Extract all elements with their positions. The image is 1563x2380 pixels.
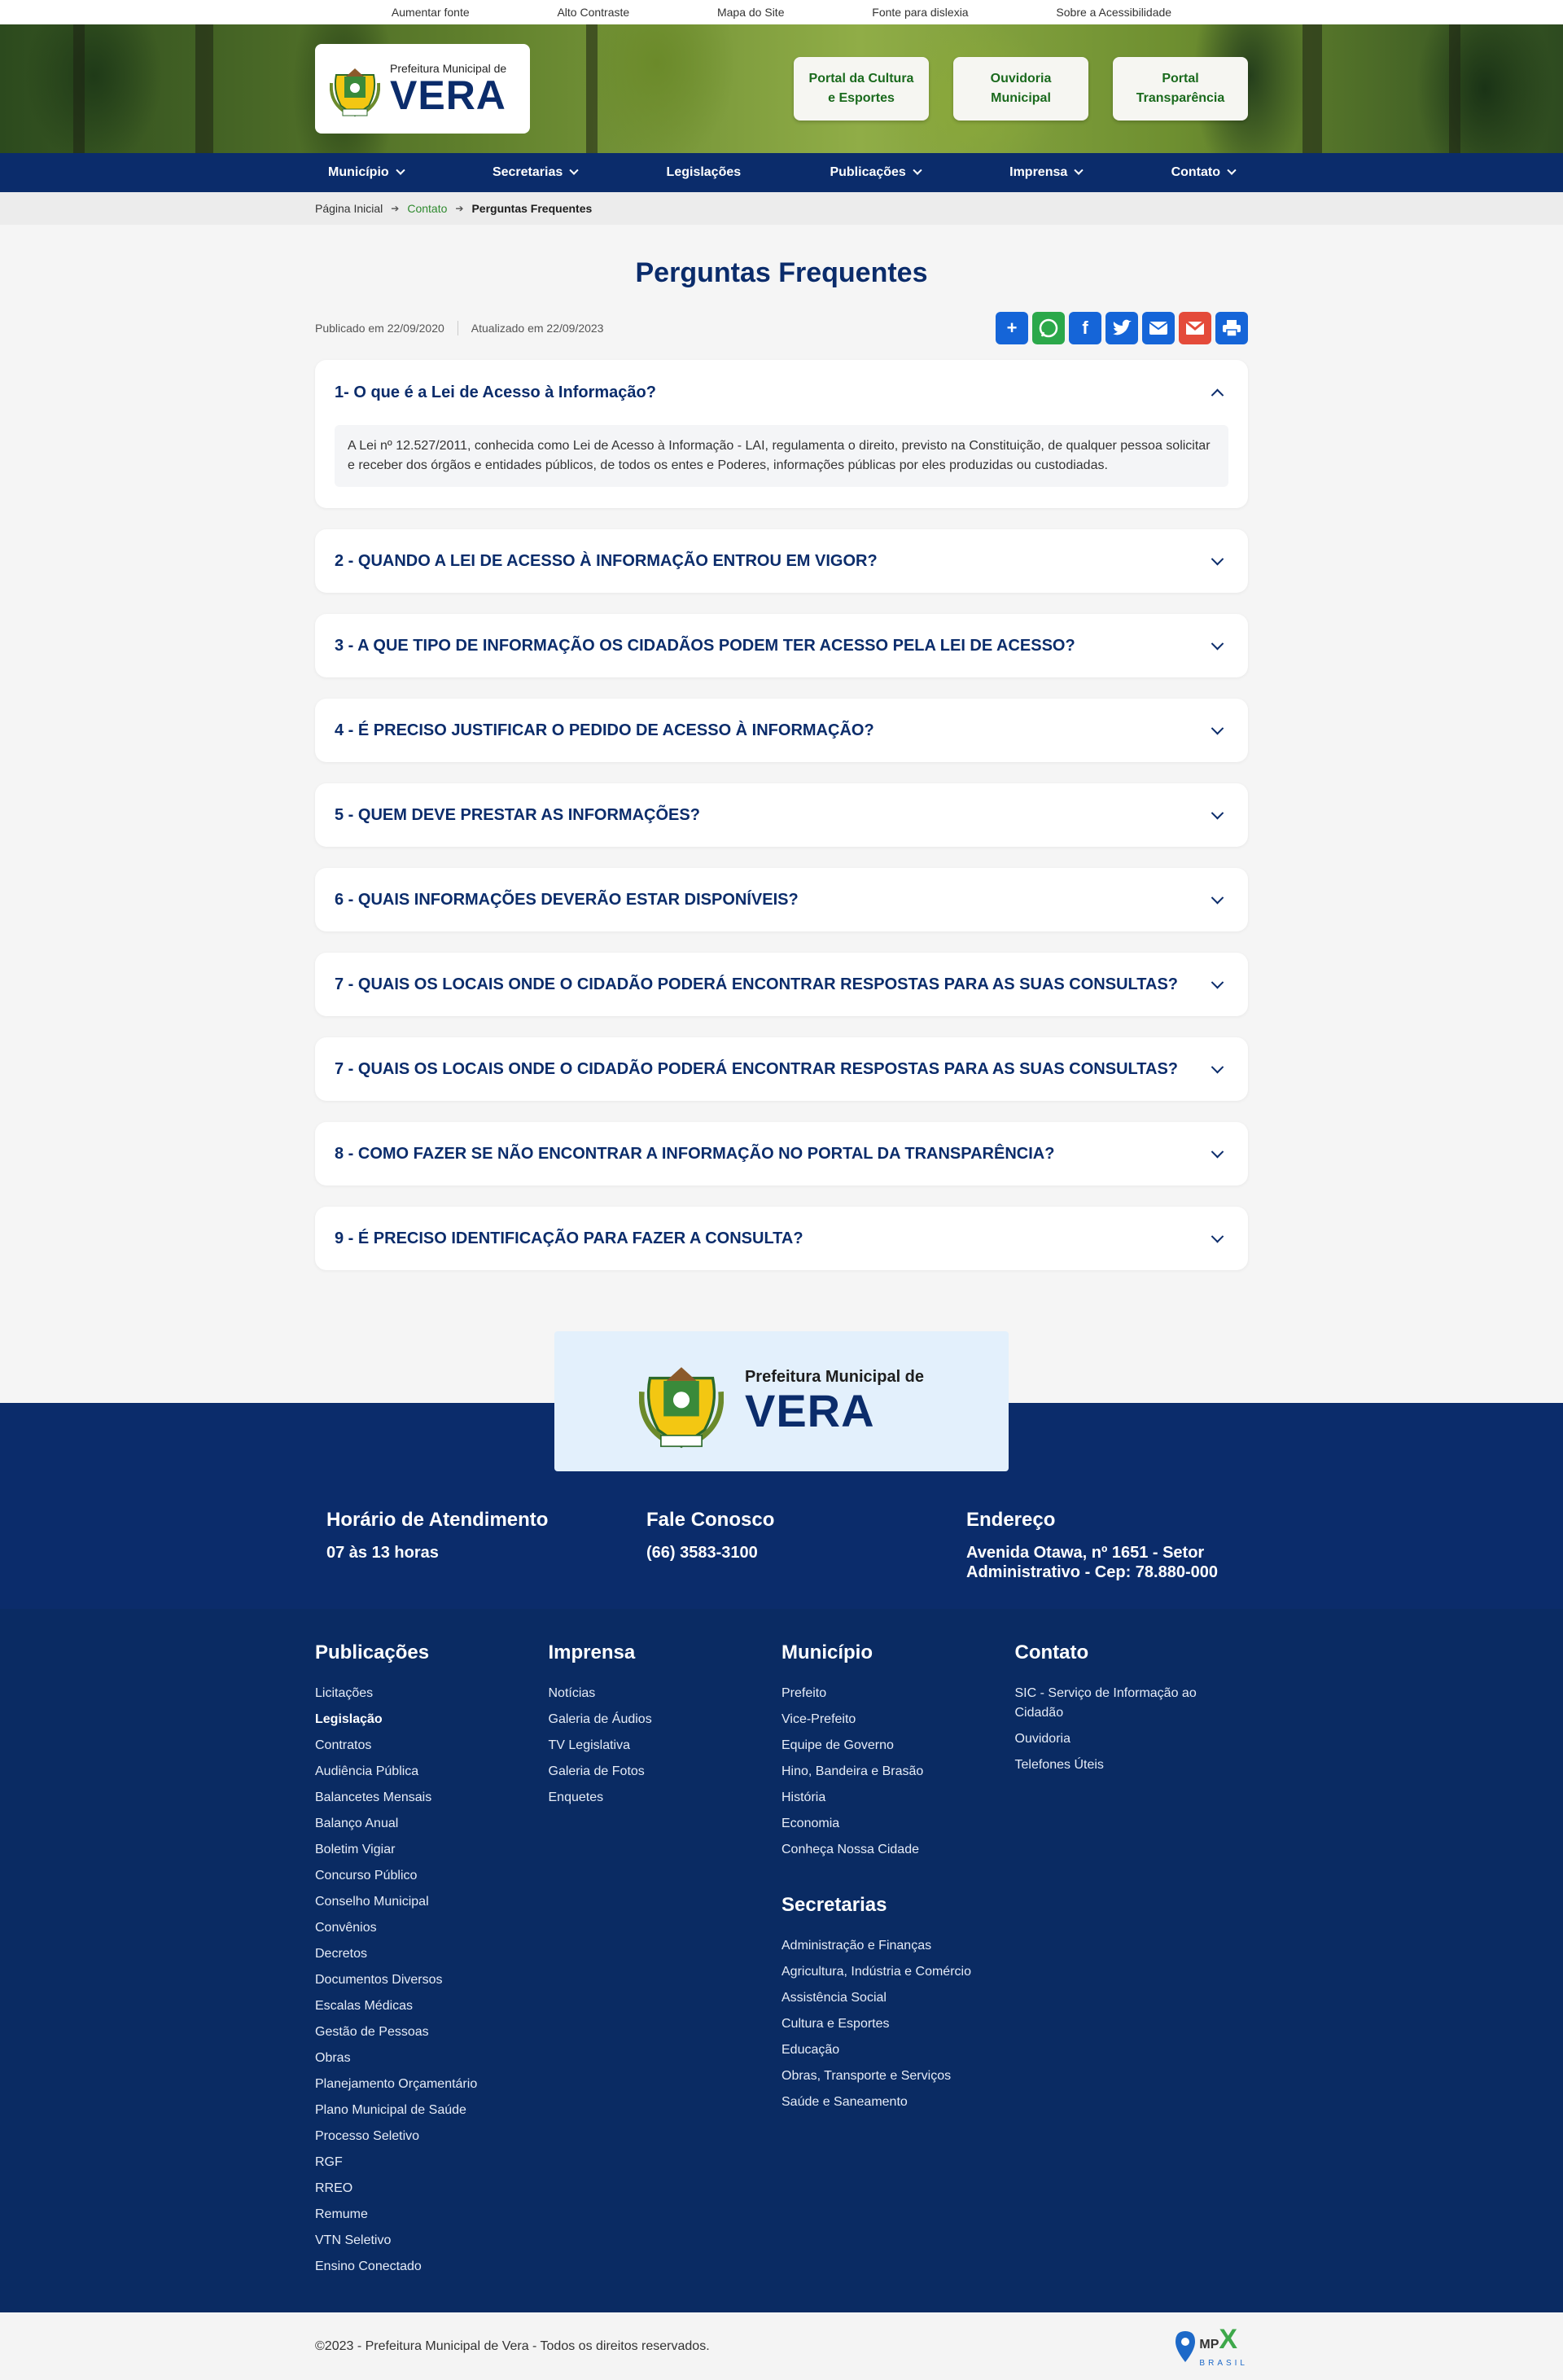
- footer-link[interactable]: Economia: [782, 1817, 840, 1830]
- chevron-down-icon: [1211, 552, 1224, 565]
- footer-col-municipio: [782, 1641, 1015, 2283]
- footer-logo-subtitle: Prefeitura Municipal de: [744, 1367, 925, 1386]
- print-icon[interactable]: [1215, 312, 1248, 344]
- chevron-down-icon: [913, 166, 922, 175]
- faq-item: [315, 1207, 1248, 1270]
- chevron-down-icon: [1211, 891, 1224, 904]
- footer-link[interactable]: VTN Seletivo: [315, 2233, 392, 2247]
- portal-cultura-button[interactable]: Portal da Cultura e Esportes: [794, 57, 929, 121]
- faq-list: [315, 360, 1248, 1270]
- hours-title: Horário de Atendimento: [326, 1509, 549, 1531]
- breadcrumb-contato[interactable]: Contato: [407, 202, 448, 215]
- footer-link[interactable]: Hino, Bandeira e Brasão: [782, 1764, 924, 1778]
- chevron-down-icon: [1211, 806, 1224, 819]
- faq-question-toggle[interactable]: [315, 868, 1248, 931]
- footer-link[interactable]: RGF: [315, 2155, 343, 2169]
- faq-item: [315, 868, 1248, 931]
- published-date: Publicado em 22/09/2020: [315, 322, 444, 335]
- footer-link[interactable]: Obras, Transporte e Serviços: [782, 2069, 952, 2083]
- logo-subtitle: Prefeitura Municipal de: [390, 62, 507, 75]
- nav-item-municipio[interactable]: Município: [328, 165, 404, 180]
- header-logo[interactable]: [315, 44, 530, 134]
- faq-question: 2 - QUANDO A LEI DE ACESSO À INFORMAÇÃO ENTROU EM VIGOR?: [335, 551, 878, 570]
- chevron-down-icon: [1211, 975, 1224, 988]
- nav-item-publicacoes[interactable]: Publicações: [830, 165, 920, 180]
- coat-of-arms-icon: [330, 59, 380, 119]
- footer-link[interactable]: Documentos Diversos: [315, 1973, 443, 1987]
- faq-answer: A Lei nº 12.527/2011, conhecida como Lei de Acesso à Informação - LAI, regulamenta o direito, previsto na Constituição, de qualquer pessoa solicitar e receber dos órgãos e entidades públicos, de todos os entes e Poderes, informações públicas por eles produzidas ou custodiadas.: [335, 425, 1228, 487]
- whatsapp-icon[interactable]: [1032, 312, 1065, 344]
- footer-link[interactable]: Boletim Vigiar: [315, 1843, 396, 1856]
- footer-link[interactable]: Notícias: [548, 1686, 596, 1700]
- faq-item: [315, 699, 1248, 762]
- header-banner: [0, 24, 1563, 153]
- footer-link[interactable]: Balancetes Mensais: [315, 1790, 432, 1804]
- chevron-down-icon: [1075, 166, 1084, 175]
- about-accessibility-link[interactable]: Sobre a Acessibilidade: [1056, 6, 1172, 19]
- hours-value: 07 às 13 horas: [326, 1544, 439, 1562]
- footer-link[interactable]: Cultura e Esportes: [782, 2017, 890, 2031]
- share-buttons: [996, 312, 1248, 344]
- faq-question: 7 - QUAIS OS LOCAIS ONDE O CIDADÃO PODERÁ ENCONTRAR RESPOSTAS PARA AS SUAS CONSULTAS?: [335, 1059, 1178, 1078]
- footer-link[interactable]: Enquetes: [548, 1790, 604, 1804]
- chevron-down-icon: [1211, 1060, 1224, 1073]
- page-title: Perguntas Frequentes: [635, 257, 928, 288]
- main-content: [315, 257, 1248, 1270]
- footer-link[interactable]: Escalas Médicas: [315, 1999, 414, 2013]
- footer-link[interactable]: Conselho Municipal: [315, 1895, 429, 1909]
- footer-link[interactable]: Prefeito: [782, 1686, 827, 1700]
- footer-link[interactable]: RREO: [315, 2181, 353, 2195]
- breadcrumb-home[interactable]: Página Inicial: [315, 202, 383, 215]
- chevron-down-icon: [1211, 1229, 1224, 1243]
- footer-link[interactable]: Gestão de Pessoas: [315, 2025, 429, 2039]
- nav-item-secretarias[interactable]: Secretarias: [493, 165, 577, 180]
- main-navigation: [0, 153, 1563, 192]
- footer-link[interactable]: Licitações: [315, 1686, 374, 1700]
- address-value: Avenida Otawa, nº 1651 - Setor Administrativo - Cep: 78.880-000: [966, 1544, 1218, 1581]
- phone-value: (66) 3583-3100: [646, 1544, 758, 1562]
- share-plus-icon[interactable]: +: [996, 312, 1028, 344]
- copyright-text: ©2023 - Prefeitura Municipal de Vera - Todos os direitos reservados.: [315, 2338, 710, 2353]
- nav-item-legislacoes[interactable]: Legislações: [666, 165, 742, 179]
- footer-link[interactable]: SIC - Serviço de Informação ao Cidadão: [1014, 1686, 1197, 1720]
- footer-link[interactable]: Audiência Pública: [315, 1764, 419, 1778]
- address-title: Endereço: [966, 1509, 1056, 1531]
- footer-logo-title: VERA: [744, 1384, 875, 1436]
- footer-link[interactable]: Educação: [782, 2043, 840, 2057]
- footer-link[interactable]: Conheça Nossa Cidade: [782, 1843, 919, 1856]
- faq-item: [315, 1037, 1248, 1101]
- footer-link[interactable]: Convênios: [315, 1921, 377, 1935]
- footer-link[interactable]: Plano Municipal de Saúde: [315, 2103, 466, 2117]
- faq-item: [315, 953, 1248, 1016]
- logo-title: VERA: [390, 72, 506, 118]
- faq-question: 9 - É PRECISO IDENTIFICAÇÃO PARA FAZER A CONSULTA?: [335, 1229, 803, 1247]
- site-map-link[interactable]: Mapa do Site: [716, 6, 785, 19]
- faq-question-toggle[interactable]: [315, 953, 1248, 1016]
- increase-font-link[interactable]: Aumentar fonte: [391, 6, 470, 19]
- breadcrumb: [0, 192, 1563, 225]
- footer-link[interactable]: Planejamento Orçamentário: [315, 2077, 478, 2091]
- high-contrast-link[interactable]: Alto Contraste: [557, 6, 630, 19]
- footer-link[interactable]: Administração e Finanças: [782, 1939, 932, 1953]
- faq-question: 5 - QUEM DEVE PRESTAR AS INFORMAÇÕES?: [335, 805, 700, 824]
- footer-link[interactable]: História: [782, 1790, 826, 1804]
- chevron-down-icon: [1211, 721, 1224, 734]
- email-icon[interactable]: [1142, 312, 1175, 344]
- faq-question-toggle[interactable]: [315, 529, 1248, 593]
- footer-col-publicacoes: [315, 1641, 549, 2283]
- footer-link[interactable]: TV Legislativa: [548, 1738, 630, 1752]
- faq-question: 6 - QUAIS INFORMAÇÕES DEVERÃO ESTAR DISPONÍVEIS?: [335, 890, 799, 909]
- breadcrumb-current: Perguntas Frequentes: [471, 202, 593, 215]
- faq-item: [315, 360, 1248, 508]
- faq-question: 4 - É PRECISO JUSTIFICAR O PEDIDO DE ACESSO À INFORMAÇÃO?: [335, 721, 874, 739]
- mpx-brasil-logo[interactable]: MPX BRASIL: [1175, 2325, 1248, 2368]
- updated-date: Atualizado em 22/09/2023: [471, 322, 604, 335]
- footer-link[interactable]: Ensino Conectado: [315, 2259, 422, 2273]
- footer-heading: Publicações: [315, 1641, 430, 1663]
- footer-links: [0, 1609, 1563, 2312]
- faq-question-toggle[interactable]: [315, 1037, 1248, 1101]
- gmail-icon[interactable]: [1179, 312, 1211, 344]
- chevron-up-icon: [1211, 388, 1224, 401]
- footer-link[interactable]: Telefones Úteis: [1014, 1758, 1104, 1772]
- facebook-icon[interactable]: f: [1069, 312, 1101, 344]
- copyright-bar: [0, 2312, 1563, 2380]
- footer-link[interactable]: Remume: [315, 2207, 368, 2221]
- portal-transparencia-button[interactable]: Portal Transparência: [1113, 57, 1248, 121]
- chevron-down-icon: [1211, 637, 1224, 650]
- arrow-right-icon: ➔: [455, 203, 464, 214]
- footer-link[interactable]: Saúde e Saneamento: [782, 2095, 908, 2109]
- footer-link[interactable]: Ouvidoria: [1014, 1732, 1070, 1746]
- footer-link[interactable]: Processo Seletivo: [315, 2129, 420, 2143]
- footer-link[interactable]: Galeria de Áudios: [548, 1712, 652, 1726]
- footer-link[interactable]: Decretos: [315, 1947, 368, 1961]
- faq-question: 3 - A QUE TIPO DE INFORMAÇÃO OS CIDADÃOS PODEM TER ACESSO PELA LEI DE ACESSO?: [335, 636, 1075, 655]
- footer-col-imprensa: [549, 1641, 782, 2283]
- chevron-down-icon: [1227, 166, 1236, 175]
- footer-link[interactable]: Galeria de Fotos: [548, 1764, 645, 1778]
- footer-heading: Imprensa: [548, 1641, 636, 1663]
- footer-link[interactable]: Assistência Social: [782, 1991, 887, 2005]
- location-pin-icon: [1175, 2330, 1196, 2363]
- nav-item-imprensa[interactable]: Imprensa: [1009, 165, 1082, 180]
- footer-link[interactable]: Agricultura, Indústria e Comércio: [782, 1965, 971, 1979]
- footer-link[interactable]: Legislação: [315, 1712, 383, 1726]
- footer-link[interactable]: Equipe de Governo: [782, 1738, 894, 1752]
- faq-question: 1- O que é a Lei de Acesso à Informação?: [335, 383, 656, 401]
- footer-link[interactable]: Concurso Público: [315, 1869, 418, 1883]
- faq-question-toggle[interactable]: [315, 1122, 1248, 1186]
- nav-item-contato[interactable]: Contato: [1171, 165, 1235, 180]
- faq-question: 8 - COMO FAZER SE NÃO ENCONTRAR A INFORMAÇÃO NO PORTAL DA TRANSPARÊNCIA?: [335, 1144, 1055, 1163]
- arrow-right-icon: ➔: [391, 203, 400, 214]
- dyslexia-font-link[interactable]: Fonte para dislexia: [872, 6, 969, 19]
- faq-item: [315, 614, 1248, 677]
- faq-question: 7 - QUAIS OS LOCAIS ONDE O CIDADÃO PODERÁ ENCONTRAR RESPOSTAS PARA AS SUAS CONSULTAS?: [335, 975, 1178, 993]
- coat-of-arms-icon: [639, 1351, 724, 1452]
- ouvidoria-button[interactable]: Ouvidoria Municipal: [953, 57, 1088, 121]
- footer-heading: Secretarias: [782, 1894, 887, 1916]
- faq-question-toggle[interactable]: [315, 699, 1248, 762]
- footer-link[interactable]: Balanço Anual: [315, 1817, 399, 1830]
- footer-link[interactable]: Contratos: [315, 1738, 372, 1752]
- faq-question-toggle[interactable]: [315, 360, 1248, 425]
- faq-question-toggle[interactable]: [315, 783, 1248, 847]
- footer-logo[interactable]: [554, 1331, 1009, 1471]
- contact-title: Fale Conosco: [646, 1509, 775, 1531]
- accessibility-bar: [0, 0, 1563, 24]
- faq-item: [315, 783, 1248, 847]
- footer-heading: Município: [782, 1641, 873, 1663]
- footer-link[interactable]: Vice-Prefeito: [782, 1712, 856, 1726]
- footer-col-contato: [1015, 1641, 1249, 2283]
- chevron-down-icon: [396, 166, 405, 175]
- chevron-down-icon: [570, 166, 579, 175]
- twitter-icon[interactable]: [1105, 312, 1138, 344]
- faq-item: [315, 1122, 1248, 1186]
- faq-item: [315, 529, 1248, 593]
- footer-heading: Contato: [1014, 1641, 1089, 1663]
- faq-question-toggle[interactable]: [315, 614, 1248, 677]
- faq-question-toggle[interactable]: [315, 1207, 1248, 1270]
- chevron-down-icon: [1211, 1145, 1224, 1158]
- footer-link[interactable]: Obras: [315, 2051, 351, 2065]
